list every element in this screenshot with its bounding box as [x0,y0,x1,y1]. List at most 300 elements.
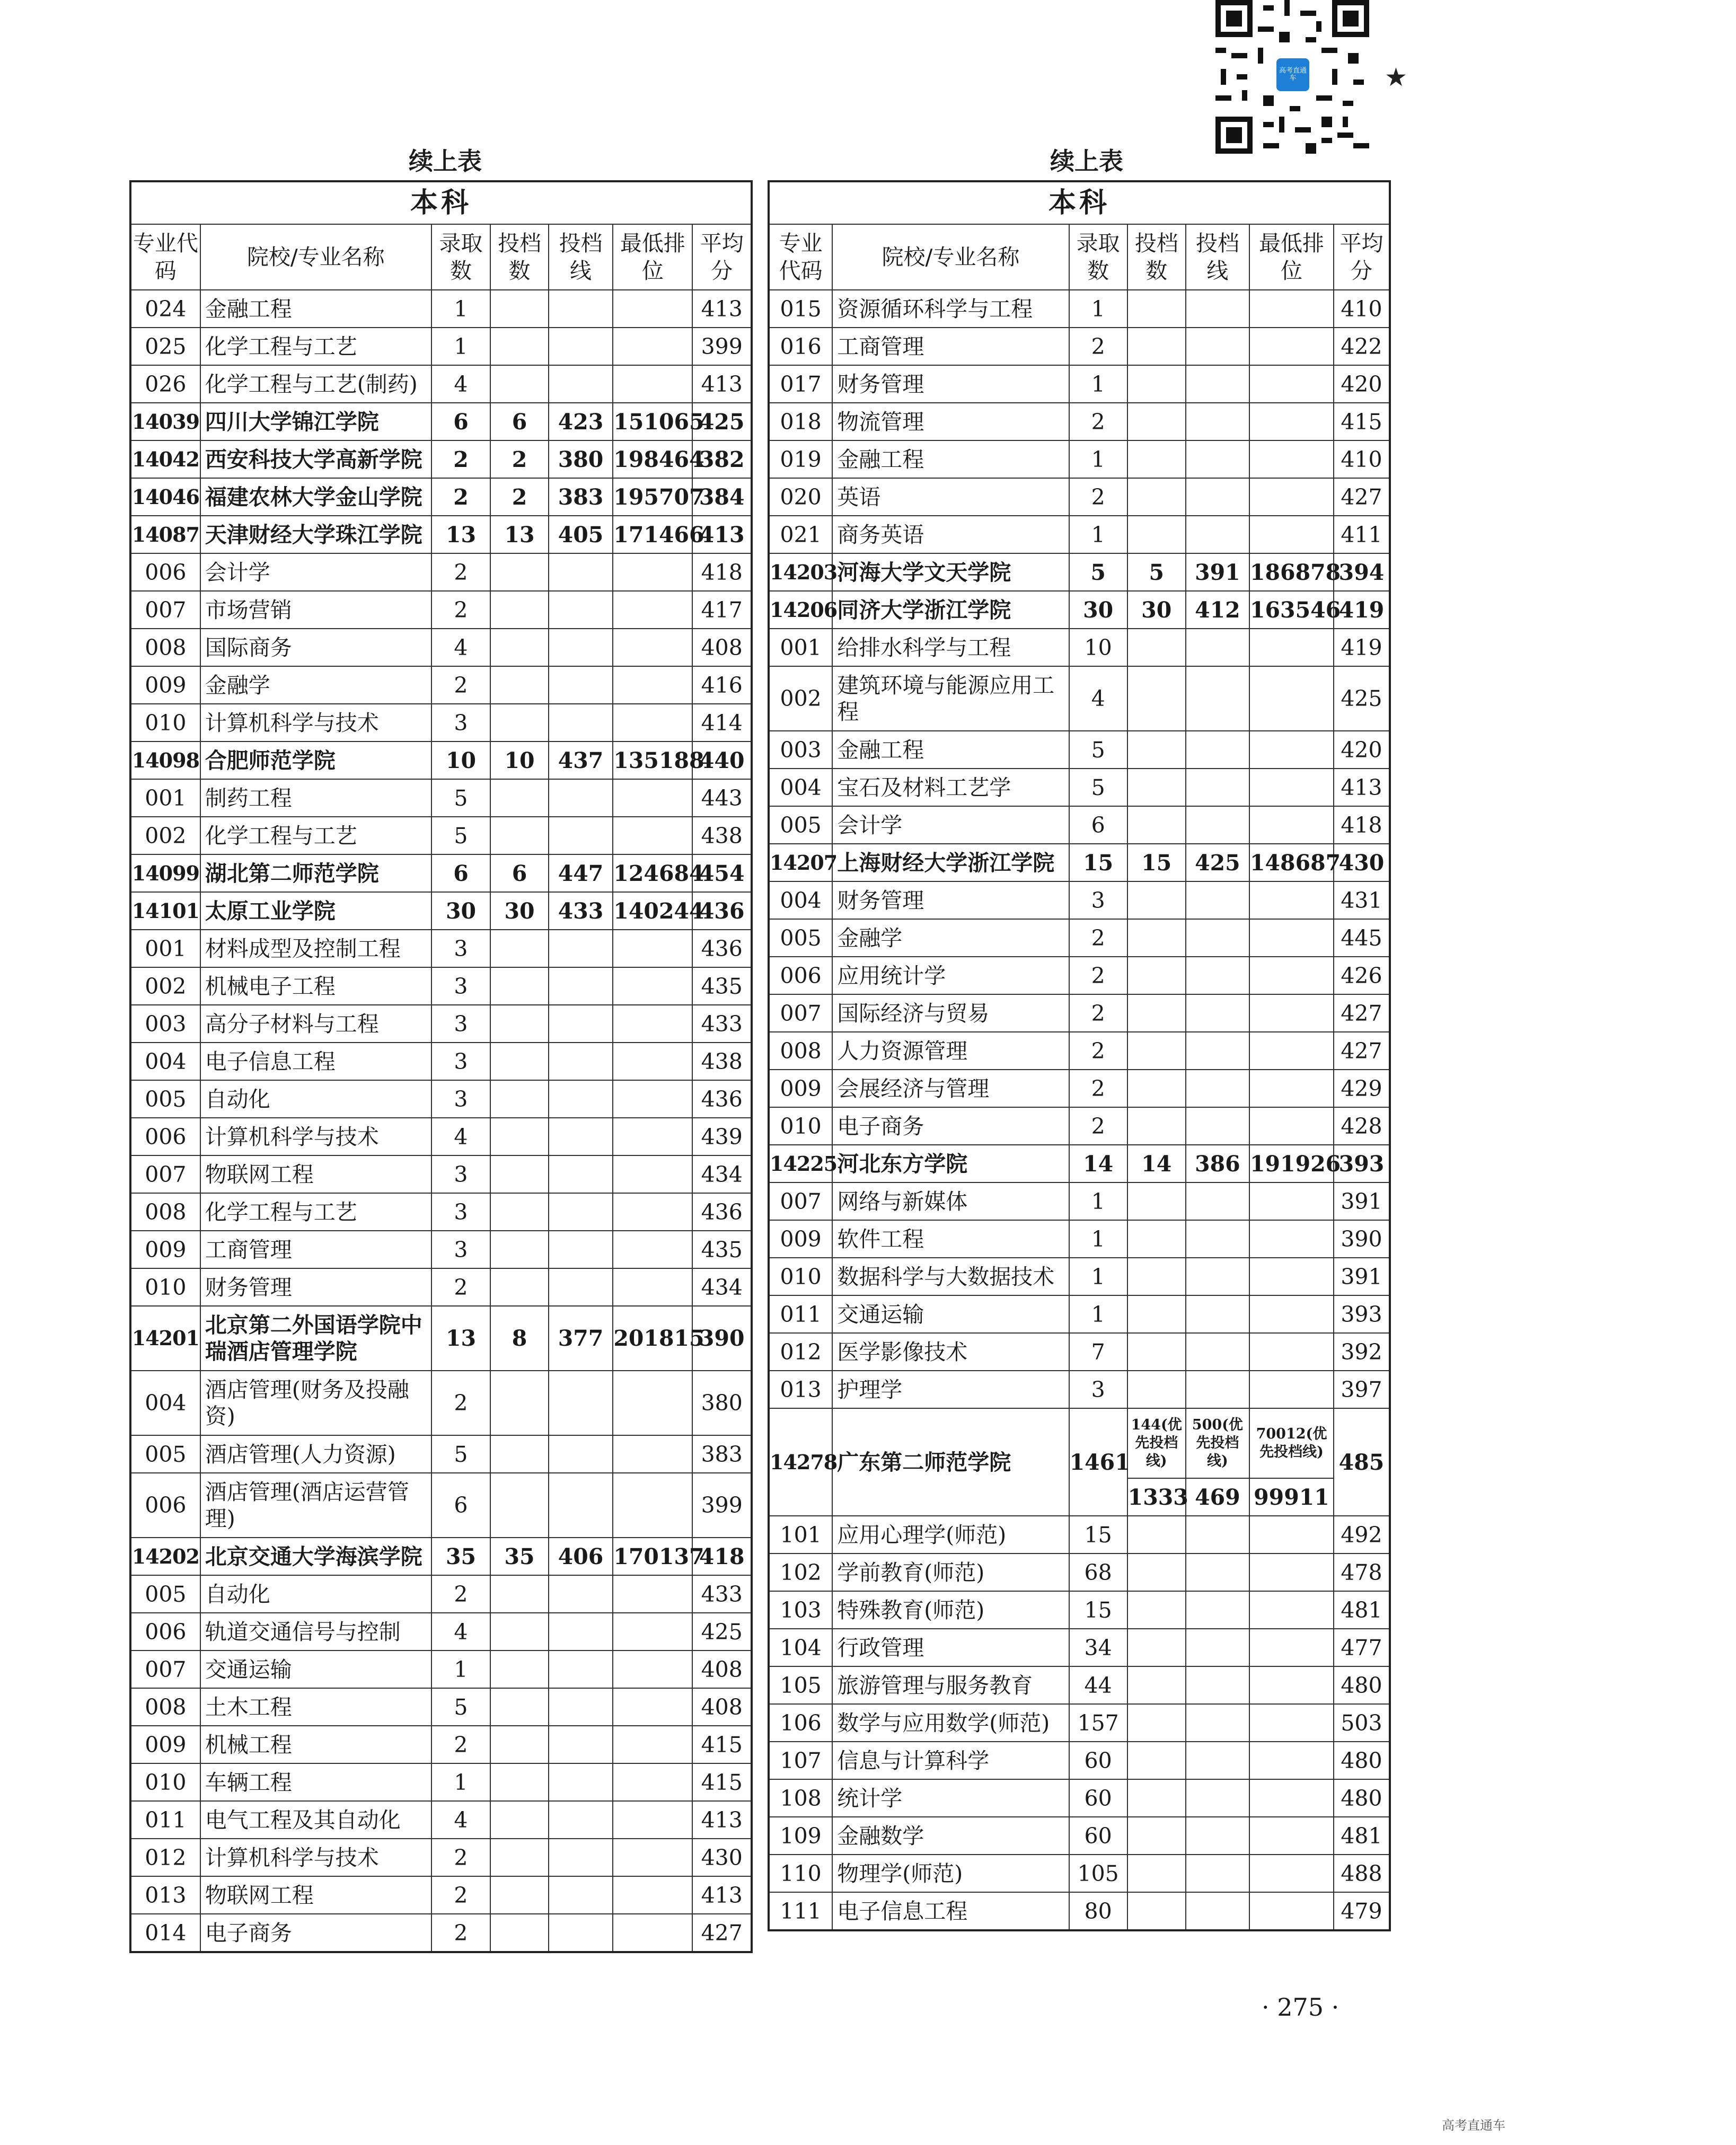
name-cell: 酒店管理(酒店运营管理) [200,1473,431,1538]
code-cell: 006 [130,553,200,591]
major-row [130,1575,752,1613]
right-continued-label: 续上表 [1050,147,1123,175]
cutoff-cell [1186,328,1249,365]
rank-cell [613,1575,692,1613]
average-cell: 413 [692,516,752,553]
name-cell: 高分子材料与工程 [200,1005,431,1043]
filed-cell [1127,478,1186,516]
name-cell: 会展经济与管理 [832,1070,1069,1107]
admitted-cell: 4 [431,1801,491,1839]
code-cell: 14087 [130,516,200,553]
institution-row [769,553,1390,591]
code-cell: 108 [769,1779,832,1817]
filed-cell [1127,1629,1186,1666]
average-cell: 422 [1334,328,1390,365]
name-cell: 电子商务 [832,1107,1069,1145]
header-cell: 院校/专业名称 [200,224,431,290]
code-cell: 009 [130,1231,200,1268]
code-cell: 007 [769,994,832,1032]
rank-cell [613,666,692,704]
code-cell: 006 [130,1613,200,1650]
filed-cell [490,1688,548,1726]
cutoff-cell: 469 [1186,1478,1249,1516]
admitted-cell: 3 [431,704,491,742]
code-cell: 011 [130,1801,200,1839]
average-cell: 393 [1334,1145,1390,1182]
rank-cell [613,1473,692,1538]
major-row [769,1855,1390,1892]
cutoff-cell: 412 [1186,591,1249,629]
average-cell: 436 [692,1193,752,1231]
code-cell: 110 [769,1855,832,1892]
average-cell: 438 [692,817,752,854]
major-row [769,365,1390,403]
cutoff-cell [549,1043,613,1080]
filed-cell [1127,1742,1186,1779]
major-row [769,1032,1390,1070]
code-cell: 020 [769,478,832,516]
name-cell: 金融学 [200,666,431,704]
filed-cell: 15 [1127,844,1186,881]
name-cell: 材料成型及控制工程 [200,930,431,967]
average-cell: 478 [1334,1553,1390,1591]
cutoff-cell: 380 [549,440,613,478]
name-cell: 化学工程与工艺 [200,1193,431,1231]
admitted-cell: 6 [1069,806,1127,844]
rank-cell [1249,1371,1334,1408]
name-cell: 工商管理 [832,328,1069,365]
admitted-cell: 105 [1069,1855,1127,1892]
cutoff-cell [549,1914,613,1952]
major-row [769,1107,1390,1145]
average-cell: 420 [1334,365,1390,403]
rank-cell [613,1613,692,1650]
admitted-cell: 1 [431,1650,491,1688]
code-cell: 001 [769,629,832,666]
average-cell: 445 [1334,919,1390,957]
admitted-cell: 1 [431,290,491,328]
major-row [130,1435,752,1473]
cutoff-cell [549,1435,613,1473]
major-row [130,290,752,328]
admitted-cell: 1 [431,328,491,365]
admitted-cell: 34 [1069,1629,1127,1666]
filed-cell: 30 [1127,591,1186,629]
filed-cell [490,1268,548,1306]
filed-cell [490,1763,548,1801]
average-cell: 430 [1334,844,1390,881]
code-cell: 106 [769,1704,832,1742]
admitted-cell: 1 [431,1763,491,1801]
major-row [130,553,752,591]
code-cell: 009 [130,1726,200,1763]
filed-cell [490,1473,548,1538]
code-cell: 14101 [130,892,200,930]
code-cell: 111 [769,1892,832,1930]
rank-cell [1249,516,1334,553]
average-cell: 419 [1334,591,1390,629]
code-cell: 14201 [130,1306,200,1371]
average-cell: 382 [692,440,752,478]
admitted-cell: 3 [431,1080,491,1118]
major-row [769,328,1390,365]
average-cell: 390 [1334,1220,1390,1258]
cutoff-cell [1186,1182,1249,1220]
major-row [130,817,752,854]
average-cell: 416 [692,666,752,704]
code-cell: 006 [769,957,832,994]
rank-cell [613,328,692,365]
cutoff-cell [549,1371,613,1435]
rank-cell [613,704,692,742]
cutoff-cell [549,1268,613,1306]
admitted-cell: 2 [431,666,491,704]
major-row [769,1516,1390,1553]
admitted-cell: 30 [431,892,491,930]
name-cell: 物联网工程 [200,1155,431,1193]
cutoff-cell [1186,666,1249,731]
major-row [769,994,1390,1032]
average-cell: 399 [692,1473,752,1538]
code-cell: 008 [130,1193,200,1231]
admitted-cell: 3 [1069,1371,1127,1408]
admitted-cell: 68 [1069,1553,1127,1591]
admitted-cell: 2 [1069,1032,1127,1070]
admitted-cell: 3 [431,1043,491,1080]
admitted-cell: 80 [1069,1892,1127,1930]
major-row [769,1182,1390,1220]
cutoff-cell [1186,478,1249,516]
major-row [130,1080,752,1118]
admitted-cell: 1 [1069,516,1127,553]
filed-cell [1127,1855,1186,1892]
name-cell: 国际经济与贸易 [832,994,1069,1032]
right-admission-table [768,180,1391,1931]
average-cell: 427 [1334,994,1390,1032]
average-cell: 413 [692,1801,752,1839]
rank-cell [1249,1817,1334,1855]
code-cell: 025 [130,328,200,365]
filed-cell [490,930,548,967]
code-cell: 14203 [769,553,832,591]
name-cell: 医学影像技术 [832,1333,1069,1371]
admitted-cell: 1 [1069,290,1127,328]
cutoff-cell [549,1801,613,1839]
filed-cell [490,666,548,704]
name-cell: 车辆工程 [200,1763,431,1801]
average-cell: 480 [1334,1666,1390,1704]
filed-cell: 35 [490,1538,548,1575]
average-cell: 503 [1334,1704,1390,1742]
rank-cell [613,1801,692,1839]
name-cell: 化学工程与工艺 [200,328,431,365]
filed-cell [490,1080,548,1118]
institution-row [130,440,752,478]
average-cell: 434 [692,1155,752,1193]
cutoff-cell [1186,1220,1249,1258]
admitted-cell: 2 [431,1268,491,1306]
filed-cell [1127,290,1186,328]
admitted-cell: 5 [431,1688,491,1726]
rank-cell: 191926 [1249,1145,1334,1182]
cutoff-cell [549,1193,613,1231]
cutoff-cell [1186,1295,1249,1333]
average-cell: 480 [1334,1742,1390,1779]
rank-cell [613,1118,692,1155]
name-cell: 商务英语 [832,516,1069,553]
rank-cell [1249,769,1334,806]
name-cell: 金融工程 [832,731,1069,769]
header-cell: 专业代码 [769,224,832,290]
admitted-cell: 13 [431,516,491,553]
major-row [130,1650,752,1688]
major-row [130,1231,752,1268]
major-row [130,1876,752,1914]
code-cell: 010 [130,1763,200,1801]
major-row [769,290,1390,328]
name-cell: 电气工程及其自动化 [200,1801,431,1839]
rank-cell [1249,328,1334,365]
name-cell: 计算机科学与技术 [200,1839,431,1876]
rank-cell [1249,1182,1334,1220]
right-band-title: 本科 [769,181,1390,224]
average-cell: 408 [692,1688,752,1726]
code-cell: 014 [130,1914,200,1952]
name-cell: 会计学 [832,806,1069,844]
major-row [769,806,1390,844]
cutoff-cell: 405 [549,516,613,553]
average-cell: 415 [692,1763,752,1801]
code-cell: 14225 [769,1145,832,1182]
major-row [130,629,752,666]
rank-cell [1249,806,1334,844]
rank-cell [1249,1629,1334,1666]
filed-cell [1127,881,1186,919]
cutoff-cell [549,1080,613,1118]
major-row [130,1763,752,1801]
admitted-cell: 5 [1069,553,1127,591]
cutoff-cell [1186,1779,1249,1817]
name-cell: 自动化 [200,1080,431,1118]
cutoff-cell: 383 [549,478,613,516]
cutoff-cell [1186,1742,1249,1779]
cutoff-cell: 386 [1186,1145,1249,1182]
admitted-cell: 3 [431,1193,491,1231]
name-cell: 应用统计学 [832,957,1069,994]
code-cell: 002 [130,817,200,854]
average-cell: 485 [1334,1408,1390,1516]
filed-cell [1127,1591,1186,1629]
average-cell: 384 [692,478,752,516]
cutoff-cell [1186,1107,1249,1145]
average-cell: 415 [692,1726,752,1763]
rank-cell: 171466 [613,516,692,553]
major-row [130,1688,752,1726]
code-cell: 007 [130,591,200,629]
average-cell: 397 [1334,1371,1390,1408]
code-cell: 008 [769,1032,832,1070]
rank-priority-cell: 70012(优先投档线) [1249,1408,1334,1478]
rank-cell [613,1839,692,1876]
rank-cell: 201815 [613,1306,692,1371]
rank-cell: 163546 [1249,591,1334,629]
filed-cell [1127,1182,1186,1220]
filed-cell [1127,731,1186,769]
name-cell: 国际商务 [200,629,431,666]
average-cell: 427 [1334,478,1390,516]
cutoff-cell [549,1118,613,1155]
cutoff-cell [549,704,613,742]
header-cell: 投档数 [1127,224,1186,290]
code-cell: 006 [130,1118,200,1155]
rank-cell [1249,478,1334,516]
major-row [130,1613,752,1650]
rank-cell [1249,881,1334,919]
average-cell: 426 [1334,957,1390,994]
name-cell: 河北东方学院 [832,1145,1069,1182]
name-cell: 金融工程 [832,440,1069,478]
code-cell: 024 [130,290,200,328]
major-row [769,1892,1390,1930]
major-row [769,1553,1390,1591]
average-cell: 428 [1334,1107,1390,1145]
name-cell: 信息与计算科学 [832,1742,1069,1779]
cutoff-cell [1186,1070,1249,1107]
rank-cell [1249,919,1334,957]
filed-cell [1127,1107,1186,1145]
major-row [130,967,752,1005]
average-cell: 391 [1334,1258,1390,1295]
institution-row [769,844,1390,881]
name-cell: 数据科学与大数据技术 [832,1258,1069,1295]
filed-cell: 10 [490,742,548,779]
average-cell: 481 [1334,1817,1390,1855]
name-cell: 会计学 [200,553,431,591]
code-cell: 101 [769,1516,832,1553]
average-cell: 443 [692,779,752,817]
code-cell: 14042 [130,440,200,478]
filed-cell [490,553,548,591]
average-cell: 425 [1334,666,1390,731]
admitted-cell: 2 [431,1575,491,1613]
cutoff-cell [549,365,613,403]
name-cell: 化学工程与工艺 [200,817,431,854]
cutoff-cell [1186,769,1249,806]
rank-cell [613,1435,692,1473]
major-row [130,1155,752,1193]
average-cell: 481 [1334,1591,1390,1629]
admitted-cell: 3 [431,967,491,1005]
average-cell: 413 [692,1876,752,1914]
filed-cell [490,365,548,403]
admitted-cell: 2 [431,1726,491,1763]
cutoff-cell [1186,731,1249,769]
major-row [769,881,1390,919]
major-row [769,440,1390,478]
filed-cell [490,967,548,1005]
code-cell: 004 [769,881,832,919]
filed-cell [1127,1295,1186,1333]
name-cell: 财务管理 [832,881,1069,919]
filed-cell [1127,1666,1186,1704]
filed-cell [1127,769,1186,806]
average-cell: 479 [1334,1892,1390,1930]
cutoff-cell [1186,516,1249,553]
filed-cell [1127,1892,1186,1930]
filed-cell [490,1193,548,1231]
admitted-cell: 2 [431,1371,491,1435]
name-cell: 资源循环科学与工程 [832,290,1069,328]
filed-cell [490,1613,548,1650]
filed-cell [490,1726,548,1763]
rank-cell [1249,1553,1334,1591]
filed-cell [490,704,548,742]
right-header-row [769,224,1390,290]
major-row [769,1070,1390,1107]
filed-cell [490,591,548,629]
header-cell: 投档线 [549,224,613,290]
code-cell: 005 [769,919,832,957]
major-row [769,666,1390,731]
average-cell: 411 [1334,516,1390,553]
name-cell: 电子信息工程 [832,1892,1069,1930]
rank-cell [1249,1855,1334,1892]
filed-cell [490,290,548,328]
rank-cell [613,1005,692,1043]
cutoff-cell [1186,1855,1249,1892]
code-cell: 017 [769,365,832,403]
rank-cell: 151065 [613,403,692,440]
filed-cell [1127,994,1186,1032]
name-cell: 给排水科学与工程 [832,629,1069,666]
admitted-cell: 35 [431,1538,491,1575]
left-header-row [130,224,752,290]
name-cell: 自动化 [200,1575,431,1613]
major-row [769,919,1390,957]
name-cell: 轨道交通信号与控制 [200,1613,431,1650]
filed-cell [490,1914,548,1952]
major-row [130,1801,752,1839]
name-cell: 市场营销 [200,591,431,629]
filed-cell [490,779,548,817]
name-cell: 机械电子工程 [200,967,431,1005]
major-row [130,1268,752,1306]
filed-cell [1127,1333,1186,1371]
code-cell: 012 [130,1839,200,1876]
filed-cell [490,629,548,666]
code-cell: 14278 [769,1408,832,1516]
rank-cell [1249,1516,1334,1553]
filed-cell [1127,1553,1186,1591]
admitted-cell: 13 [431,1306,491,1371]
name-cell: 北京第二外国语学院中瑞酒店管理学院 [200,1306,431,1371]
rank-cell [613,629,692,666]
rank-cell: 198464 [613,440,692,478]
header-cell: 专业代码 [130,224,200,290]
admitted-cell: 60 [1069,1817,1127,1855]
admitted-cell: 60 [1069,1779,1127,1817]
admitted-cell: 2 [1069,328,1127,365]
code-cell: 009 [130,666,200,704]
cutoff-cell [549,1839,613,1876]
code-cell: 005 [130,1435,200,1473]
average-cell: 418 [692,1538,752,1575]
average-cell: 393 [1334,1295,1390,1333]
filed-cell [490,328,548,365]
filed-cell: 30 [490,892,548,930]
code-cell: 005 [769,806,832,844]
admitted-cell: 6 [431,403,491,440]
